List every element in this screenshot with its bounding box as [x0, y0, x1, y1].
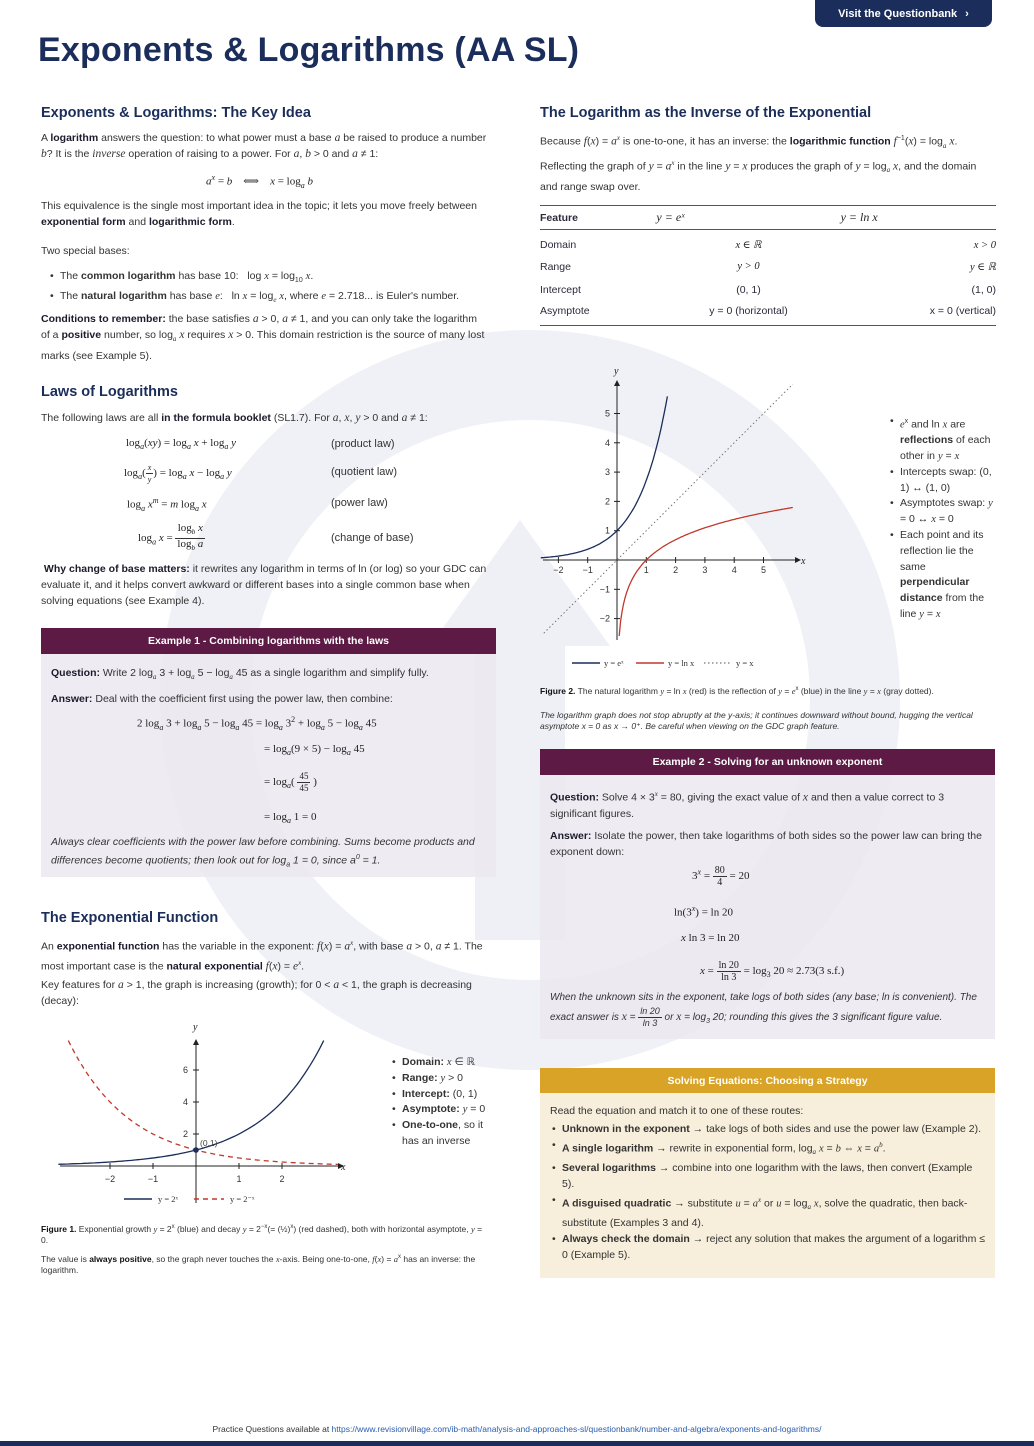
change-of-base-name: (change of base): [331, 532, 414, 544]
y-axis-arrow: [614, 380, 620, 386]
laws-heading: Laws of Logarithms: [41, 384, 178, 400]
y-tick-label: 2: [182, 1129, 188, 1139]
series-identity-line: [544, 384, 793, 633]
legend-exp: y = eˣ: [604, 658, 624, 668]
y-tick-label: 6: [182, 1065, 188, 1075]
one-to-one-feature: • One-to-one, so it has an inverse: [392, 1118, 502, 1150]
strategy-intro: Read the equation and match it to one of these routes:: [550, 1105, 804, 1117]
footer-link[interactable]: https://www.revisionvillage.com/ib-math/analysis-and-approaches-sl/questionbank/number-and-algebra/exponents-and-logarithms/: [331, 1424, 822, 1434]
chart2-legend: [570, 656, 770, 670]
two-bases-label: Two special bases:: [41, 245, 130, 257]
example1-step3: = $\log_a$( $\frac{45}{45}$ ): [264, 771, 317, 793]
range-feature: • Range: y > 0: [392, 1071, 502, 1087]
footer-bar: [0, 1441, 1034, 1446]
x-tick-label: 2: [673, 565, 679, 575]
feature-table: [540, 205, 996, 326]
power-law-formula: $\log_a x^m = m$ $\log_a x$: [127, 496, 207, 513]
series-growth-line: [58, 1041, 323, 1165]
special-bases-list: [50, 269, 490, 309]
example1-step2: = $\log_a(9 \times 5) - \log_a 45$: [264, 743, 365, 758]
product-law-name: (product law): [331, 438, 395, 450]
figure1-caption: Figure 1. Exponential growth $y = 2^x$ (blue) and decay $y = 2^{-x}(=$ (½)$^x$) (red dashed), both with horizontal asymptote, y = 0.: [41, 1223, 483, 1245]
x-tick-label: 2: [279, 1174, 285, 1184]
y-tick-label: 4: [604, 437, 610, 448]
y-tick-label: 2: [604, 496, 610, 507]
table-row: Asymptote y = 0 (horizontal) x = 0 (vertical): [540, 301, 996, 326]
y-tick-label: 5: [604, 408, 610, 419]
x-tick-label: 5: [760, 565, 767, 575]
intercept-feature: • Intercept: (0, 1): [392, 1087, 502, 1103]
exp-fn-heading: The Exponential Function: [41, 910, 219, 926]
x-tick-label: −2: [553, 565, 564, 575]
conditions-note: Conditions to remember: the base satisfies a > 0, a ≠ 1, and you can only take the logarithm of a positive number, so $\log_a x$ requires x > 0. This domain restriction is the source of many lost marks (see Example 5).: [41, 313, 485, 363]
example2-step4: x = $\frac{\ln 20}{\ln 3}$ = $\log_3 20 \approx 2.73(3$ s.f.): [700, 960, 845, 983]
example1-note: Always clear coefficients with the power law before combining. Sums become products and differences become quotients; then look out for $\log_a 1 = 0$, since $a^0 = 1$.: [51, 836, 475, 869]
x-tick-label: 3: [702, 565, 708, 575]
legend-decay-label: y = 2⁻ˣ: [230, 1194, 255, 1204]
figure1-note: The value is always positive, so the graph never touches the x-axis. Being one-to-one, $f(x) = a^x$ has an inverse: the logarithm.: [41, 1253, 476, 1275]
table-head-ln: y = ln x: [841, 206, 996, 230]
page-title: Exponents & Logarithms (AA SL): [38, 31, 580, 69]
domain-feature: • Domain: x ∈ ℝ: [392, 1055, 502, 1071]
key-idea-intro: A logarithm answers the question: to what power must a base a be raised to produce a number b? It is the inverse operation of raising to a power. For a, b > 0 and a ≠ 1:: [41, 132, 487, 160]
table-head-feature: Feature: [540, 206, 656, 230]
y-axis-arrow: [193, 1039, 199, 1045]
natural-log-bullet: • The natural logarithm has base e: $\ln x = \log_e x$, where e = 2.718... is Euler's number.: [50, 289, 490, 309]
example2-note: When the unknown sits in the exponent, take logs of both sides (any base; ln is convenient). The exact answer is x = $\frac{\ln 20}{\ln 3}$ or $x = \log_3 20$; rounding this gives the 3 significant figure value.: [550, 992, 977, 1028]
example2-question: Question: Solve $4 \times 3^x = 80$, giving the exact value of x and then a value correct to 3 significant figures.: [550, 790, 945, 820]
y-axis-label: y: [193, 1022, 198, 1033]
legend-growth-label: y = 2ˣ: [158, 1194, 179, 1204]
x-tick-label: −2: [104, 1174, 116, 1184]
reflection-bullet: • $e^x$ and ln x are reflections of each other in y = x: [890, 414, 998, 465]
x-tick-label: −1: [147, 1174, 159, 1184]
y-tick-label: 3: [604, 467, 610, 478]
strategy-item: • A disguised quadratic → substitute $u = a^x$ or $u = \log_a x$, solve the quadratic, then back-substitute (Examples 3 and 4).: [552, 1193, 987, 1232]
y-tick-label: −1: [599, 584, 610, 595]
figure2-caption: Figure 2. The natural logarithm y = ln x (red) is the reflection of $y = e^x$ (blue) in the line y = x (gray dotted).: [540, 685, 934, 696]
log-inverse-intro: Because $f(x) = a^x$ is one-to-one, it has an inverse: the logarithmic function $f^{-1}(x) = \log_a x$. Reflecting the graph of $y = a^x$ in the line y = x produces the graph of $y = \log_a x$, and the domain and range swap over.: [540, 134, 977, 194]
product-law-formula: $\log_a(xy) = \log_a x + \log_a y$: [126, 437, 236, 452]
strategy-header: Solving Equations: Choosing a Strategy: [540, 1068, 995, 1093]
example1-header: Example 1 - Combining logarithms with the laws: [41, 628, 496, 654]
laws-intro: The following laws are all in the formula booklet (SL1.7). For a, x, y > 0 and a ≠ 1:: [41, 412, 428, 424]
key-idea-equivalence: $a^x = b$ ⟺ $x = \log_a b$: [206, 173, 313, 190]
inverse-chart: [535, 362, 825, 647]
intercept-label: (0,1): [200, 1138, 218, 1148]
intercept-point: [193, 1147, 199, 1153]
exp-fn-key: Key features for a > 1, the graph is increasing (growth); for 0 < a < 1, the graph is decreasing (decay):: [41, 979, 472, 1007]
x-tick-label: 4: [731, 565, 737, 575]
power-law-name: (power law): [331, 497, 388, 509]
example2-step2: $\ln(3^x) = \ln 20$: [674, 904, 733, 919]
x-tick-label: −1: [582, 565, 593, 575]
intercept-swap-bullet: • Intercepts swap: (0, 1) ↔ (1, 0): [890, 465, 998, 497]
feature-table-header: [540, 206, 996, 230]
y-tick-label: 4: [182, 1097, 188, 1107]
figure2-note: The logarithm graph does not stop abruptly at the y-axis; it continues downward without bound, hugging the vertical asymptote x = 0 as x → 0⁺. Be careful when viewing on the GDC graph feature.: [540, 710, 973, 731]
table-row: Intercept (0, 1) (1, 0): [540, 283, 996, 296]
x-tick-label: 1: [643, 565, 649, 575]
x-tick-label: 1: [236, 1174, 242, 1184]
table-row: Domain x ∈ ℝ x > 0: [540, 239, 996, 251]
questionbank-button-label: Visit the Questionbank: [838, 7, 958, 20]
strategy-item: • Always check the domain → reject any solution that makes the argument of a logarithm ≤ 0 (Example 5).: [552, 1232, 987, 1264]
chevron-right-icon: ›: [965, 7, 969, 20]
exp-fn-features: [392, 1055, 502, 1150]
strategy-item: • Unknown in the exponent → take logs of both sides and use the power law (Example 2).: [552, 1122, 987, 1138]
legend-ln: y = ln x: [668, 658, 695, 668]
reflection-bullets: [890, 414, 998, 623]
perpendicular-bullet: • Each point and its reflection lie the same perpendicular distance from the line y = x: [890, 528, 998, 623]
quotient-law-name: (quotient law): [331, 466, 398, 478]
why-change-of-base: Why change of base matters: it rewrites any logarithm in terms of ln (or log) so your GDC can evaluate it, and it helps convert awkward or different bases into a single common base when solving equations (see Example 4).: [41, 563, 487, 607]
key-idea-para2: This equivalence is the single most important idea in the topic; it lets you move freely between exponential form and logarithmic form.: [41, 200, 477, 228]
example2-step3: x ln 3 = ln 20: [681, 932, 740, 944]
example2-header: Example 2 - Solving for an unknown exponent: [540, 749, 995, 775]
change-of-base-formula: $\log_a x$ = $\frac{\log_b x}{\log_b a}$: [138, 522, 204, 553]
strategy-item: • A single logarithm → rewrite in exponential form, $\log_a x = b$ ⇔ $x = a^b$.: [552, 1138, 987, 1161]
y-tick-label: −2: [599, 613, 610, 624]
y-axis-label: y: [614, 366, 619, 377]
strategy-item: • Several logarithms → combine into one logarithm with the laws, then convert (Example 5).: [552, 1161, 987, 1193]
x-axis-label: x: [801, 556, 806, 567]
example2-step1: $3^x$ = $\frac{80}{4}$ = 20: [692, 865, 750, 888]
example1-answer: Answer: Deal with the coefficient first using the power law, then combine:: [51, 693, 393, 705]
exponential-chart: [40, 1015, 370, 1210]
strategy-list: [552, 1122, 987, 1264]
y-tick-label: 1: [604, 525, 610, 536]
quotient-law-formula: $\log_a$( $\frac{x}{y}$ ) = $\log_a x - \log_a y$: [124, 463, 232, 484]
footer-text: Practice Questions available at: [212, 1424, 332, 1434]
example1-question: Question: Write 2 $\log_a 3 + \log_a 5 - \log_a 45$ as a single logarithm and simplify fully.: [51, 667, 429, 682]
key-idea-heading: Exponents & Logarithms: The Key Idea: [41, 105, 311, 121]
exp-fn-intro: An exponential function has the variable in the exponent: $f(x) = a^x$, with base a > 0, a ≠ 1. The most important case is the natural exponential $f(x) = e^x$.: [41, 939, 483, 972]
table-row: Range y > 0 y ∈ ℝ: [540, 260, 996, 273]
table-head-exp: y = eˣ: [656, 206, 840, 230]
common-log-bullet: • The common logarithm has base 10: $\log x = \log_{10} x$.: [50, 269, 490, 289]
log-inverse-heading: The Logarithm as the Inverse of the Exponential: [540, 105, 872, 121]
questionbank-button[interactable]: [815, 0, 992, 27]
example1-step1: 2 $\log_a 3 + \log_a 5 - \log_a 45 = \log_a 3^2 + \log_a 5 - \log_a 45$: [137, 715, 377, 732]
asymptote-feature: • Asymptote: y = 0: [392, 1102, 502, 1118]
asymptote-swap-bullet: • Asymptotes swap: y = 0 ↔ x = 0: [890, 496, 998, 528]
footer: [0, 1424, 1034, 1434]
example1-step4: = $\log_a 1 = 0$: [264, 811, 317, 826]
x-axis-label: x: [341, 1162, 346, 1173]
example2-answer: Answer: Isolate the power, then take logarithms of both sides so the power law can bring the exponent down:: [550, 830, 982, 858]
legend-yx: y = x: [736, 658, 754, 668]
